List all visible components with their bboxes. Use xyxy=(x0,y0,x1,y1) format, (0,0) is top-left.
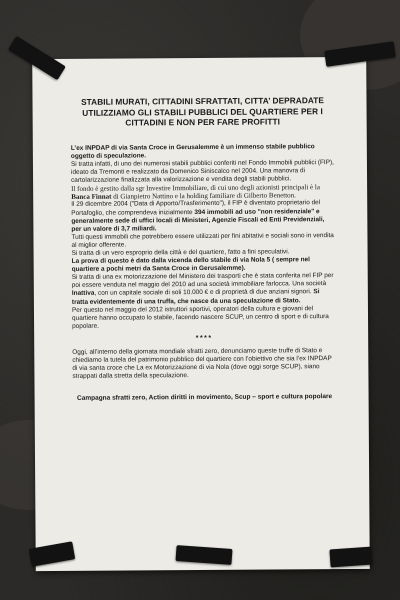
portfolio-bold: 394 immobili ad uso "non residenziale" e generalmente sede di uffici locali di Ministeri, Agenzie Fiscali ed Enti Previdenziali, per un valore di 3,7 miliardi. xyxy=(71,207,325,233)
paper-notice xyxy=(32,57,370,571)
notice-title: STABILI MURATI, CITTADINI SFRATTATI, CITTA’ DEPRADATE UTILIZZIAMO GLI STABILI PUBBLICI DEL QUARTIERE PER I CITTADINI E NON PER FARE PROFITTI xyxy=(81,95,325,128)
motorizzazione-text-2: , con un capitale sociale di soli 10.000 € e di proprietà di due anziani signori. xyxy=(94,288,314,298)
paragraph-intro: L’ex INPDAP di via Santa Croce in Gerusalemme è un immenso stabile pubblico oggetto di speculazione. xyxy=(70,142,315,160)
paragraph-today: Oggi, all’interno della giornata mondiale sfratti zero, denunciamo queste truffe di Stato e chiediamo la tutela del patrimonio pubblico del quartiere con l’obiettivo che sia l’ex INPDAP di via santa croce che La ex Motorizzazione di via Nola (dove oggi sorge SCUP), siano strappati dalla stretta della speculazione. xyxy=(72,347,332,381)
portfolio-text: Il 29 dicembre 2004 ("Data di Apporto/Trasferimento"), il FIP è diventato proprietario del Portafoglio, che comprendeva inizialmente xyxy=(71,199,321,217)
paragraph-expropriation: Si tratta di un vero esproprio della città e del quartiere, fatto a fini speculativi. xyxy=(71,248,290,257)
inactive-word: Inattiva xyxy=(71,290,95,298)
paragraph-proof: La prova di questo è dato dalla vicenda dello stabile di via Nola 5 ( sempre nel quartiere a pochi metri da Santa Croce in Gerusalemme). xyxy=(71,256,310,274)
campaign-footer: Campagna sfratti zero, Action diritti in movimento, Scup – sport e cultura popolare xyxy=(77,393,333,403)
notice-content xyxy=(70,95,336,402)
tape-bottom-right xyxy=(329,547,372,568)
separator-stars: **** xyxy=(195,334,213,342)
paragraph-fip: Si tratta infatti, di uno dei numerosi stabili pubblici conferiti nel Fondo Immobili pubblici (FIP), ideato da Tremonti e realizzato da Domenico Siniscalco nel 2004. Una manovra di cartolarizzazione finalizzata alla valorizzazione e vendita degli stabili pubblici. xyxy=(70,159,334,185)
fund-text-end: di Gianpietro Nattino e la holding familiare di Gilberto Benetton. xyxy=(111,191,296,201)
paragraph-motorizzazione xyxy=(72,272,336,306)
paragraph-scup: Per questo nel maggio del 2012 istruttori sportivi, operatori della cultura e giovani del quartiere hanno occupato lo stabile, facendo nascere SCUP, un centro di sport e di cultura popolare. xyxy=(71,304,329,330)
fund-text: Il fondo è gestito dalla sgr Investire Immobiliare, di cui uno degli azionisti principali è la xyxy=(71,183,320,194)
paragraph-portfolio xyxy=(71,199,335,233)
motorizzazione-text: Si tratta di una ex motorizzazione del Ministero dei trasporti che è stata conferita nel FIP per poi essere venduta nel maggio del 2010 ad una società immobiliare farlocca. Una società xyxy=(71,272,334,290)
paragraph-sale: Tutti questi immobili che potrebbero essere utilizzati per fini abitativi e sociali sono in vendita al miglior offerente. xyxy=(71,231,334,249)
paragraph-fund xyxy=(71,183,335,201)
bank-name: Banca Finnat xyxy=(71,192,112,202)
fraud-statement: Si tratta evidentemente di una truffa, che nasce da una speculazione di Stato. xyxy=(71,288,320,306)
